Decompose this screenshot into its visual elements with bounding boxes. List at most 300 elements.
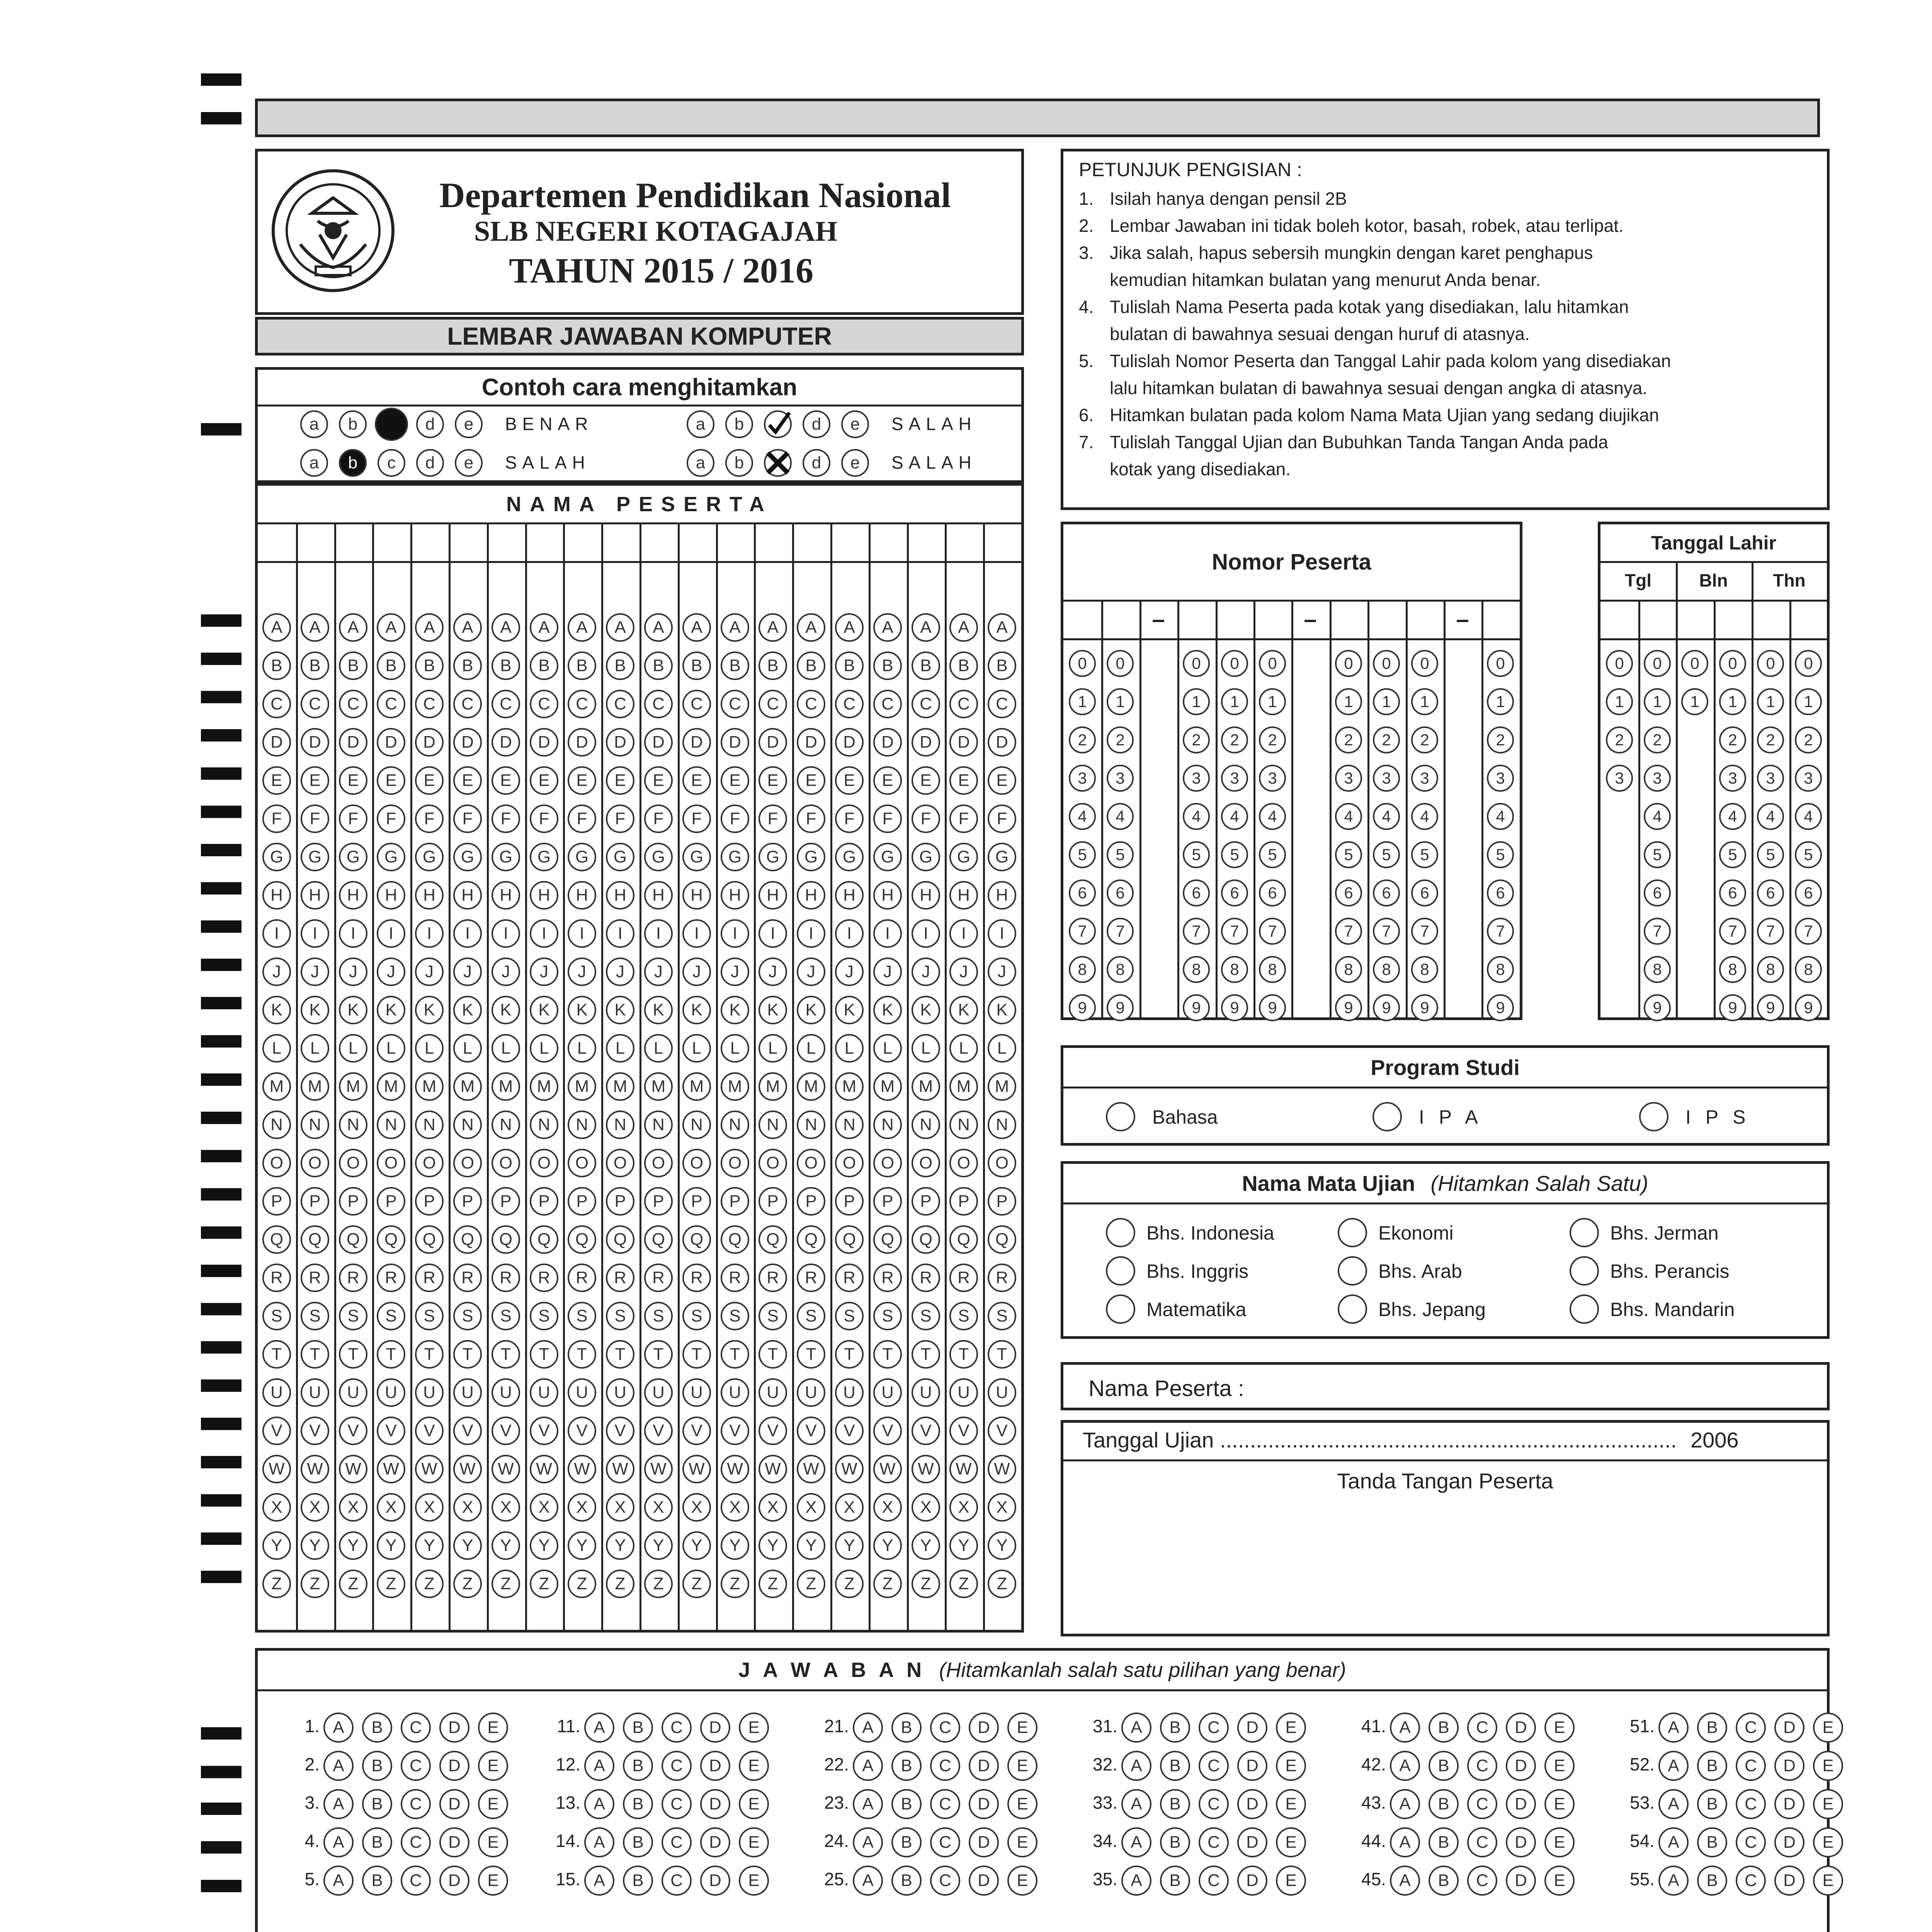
name-bubble-u[interactable]: U: [530, 1378, 558, 1407]
number-bubble-9[interactable]: 9: [1183, 994, 1210, 1021]
name-bubble-v[interactable]: V: [988, 1417, 1016, 1445]
name-bubble-n[interactable]: N: [377, 1111, 405, 1139]
name-bubble-r[interactable]: R: [415, 1264, 444, 1292]
name-bubble-n[interactable]: N: [797, 1111, 825, 1139]
name-bubble-m[interactable]: M: [835, 1072, 864, 1101]
name-bubble-b[interactable]: B: [453, 651, 482, 680]
name-bubble-s[interactable]: S: [377, 1302, 405, 1330]
answer-bubble-d[interactable]: D: [969, 1789, 999, 1819]
name-bubble-l[interactable]: L: [949, 1034, 978, 1063]
name-bubble-g[interactable]: G: [682, 843, 711, 871]
name-bubble-h[interactable]: H: [568, 881, 596, 910]
name-bubble-h[interactable]: H: [339, 881, 367, 910]
subject-radio[interactable]: [1106, 1294, 1135, 1324]
name-bubble-k[interactable]: K: [530, 996, 558, 1024]
name-bubble-n[interactable]: N: [912, 1111, 940, 1139]
answer-bubble-c[interactable]: C: [930, 1713, 960, 1743]
name-bubble-i[interactable]: I: [492, 919, 520, 948]
name-bubble-f[interactable]: F: [377, 804, 405, 833]
name-bubble-f[interactable]: F: [873, 804, 902, 833]
name-bubble-w[interactable]: W: [912, 1455, 940, 1483]
name-bubble-m[interactable]: M: [949, 1072, 978, 1101]
number-bubble-4[interactable]: 4: [1373, 803, 1400, 830]
name-bubble-k[interactable]: K: [835, 996, 864, 1024]
number-bubble-3[interactable]: 3: [1069, 765, 1096, 792]
number-bubble-0[interactable]: 0: [1373, 650, 1400, 677]
name-bubble-t[interactable]: T: [912, 1340, 940, 1369]
name-bubble-v[interactable]: V: [912, 1417, 940, 1445]
name-bubble-m[interactable]: M: [262, 1072, 291, 1101]
number-digit-box[interactable]: [1367, 602, 1405, 636]
name-bubble-c[interactable]: C: [415, 690, 444, 718]
answer-bubble-b[interactable]: B: [891, 1827, 922, 1857]
answer-bubble-a[interactable]: A: [1658, 1789, 1689, 1819]
name-bubble-p[interactable]: P: [797, 1187, 825, 1216]
name-bubble-z[interactable]: Z: [797, 1570, 825, 1598]
name-bubble-g[interactable]: G: [912, 843, 940, 871]
name-bubble-i[interactable]: I: [262, 919, 291, 948]
name-bubble-p[interactable]: P: [262, 1187, 291, 1216]
name-bubble-i[interactable]: I: [377, 919, 405, 948]
birth-bubble-1[interactable]: 1: [1606, 688, 1633, 715]
answer-bubble-c[interactable]: C: [1736, 1827, 1766, 1857]
answer-bubble-a[interactable]: A: [1658, 1751, 1689, 1781]
answer-bubble-b[interactable]: B: [1697, 1866, 1727, 1896]
birth-bubble-4[interactable]: 4: [1719, 803, 1746, 830]
number-bubble-1[interactable]: 1: [1411, 688, 1438, 715]
name-bubble-l[interactable]: L: [377, 1034, 405, 1063]
birth-bubble-8[interactable]: 8: [1719, 956, 1746, 983]
name-bubble-z[interactable]: Z: [415, 1570, 444, 1598]
name-bubble-c[interactable]: C: [949, 690, 978, 718]
name-bubble-u[interactable]: U: [301, 1378, 329, 1407]
answer-bubble-d[interactable]: D: [1506, 1827, 1536, 1857]
birth-bubble-2[interactable]: 2: [1757, 726, 1784, 753]
name-letter-box[interactable]: [869, 524, 907, 561]
answer-bubble-c[interactable]: C: [1199, 1866, 1229, 1896]
name-bubble-k[interactable]: K: [453, 996, 482, 1024]
name-bubble-k[interactable]: K: [339, 996, 367, 1024]
name-bubble-m[interactable]: M: [415, 1072, 444, 1101]
name-bubble-z[interactable]: Z: [682, 1570, 711, 1598]
name-bubble-u[interactable]: U: [415, 1378, 444, 1407]
number-bubble-5[interactable]: 5: [1221, 841, 1248, 868]
number-bubble-2[interactable]: 2: [1373, 726, 1400, 753]
answer-bubble-e[interactable]: E: [1813, 1751, 1843, 1781]
name-bubble-g[interactable]: G: [835, 843, 864, 871]
name-bubble-v[interactable]: V: [873, 1417, 902, 1445]
name-bubble-y[interactable]: Y: [912, 1531, 940, 1560]
name-bubble-y[interactable]: Y: [453, 1531, 482, 1560]
number-bubble-6[interactable]: 6: [1107, 879, 1134, 906]
name-bubble-x[interactable]: X: [415, 1493, 444, 1522]
name-bubble-b[interactable]: B: [415, 651, 444, 680]
name-bubble-n[interactable]: N: [301, 1111, 329, 1139]
name-bubble-g[interactable]: G: [339, 843, 367, 871]
name-bubble-o[interactable]: O: [492, 1149, 520, 1177]
name-bubble-t[interactable]: T: [721, 1340, 749, 1369]
name-bubble-d[interactable]: D: [644, 728, 673, 757]
name-bubble-k[interactable]: K: [682, 996, 711, 1024]
name-bubble-e[interactable]: E: [873, 766, 902, 795]
name-bubble-u[interactable]: U: [492, 1378, 520, 1407]
name-bubble-z[interactable]: Z: [492, 1570, 520, 1598]
name-bubble-e[interactable]: E: [606, 766, 634, 795]
answer-bubble-c[interactable]: C: [930, 1751, 960, 1781]
answer-bubble-e[interactable]: E: [1007, 1866, 1037, 1896]
name-bubble-l[interactable]: L: [568, 1034, 596, 1063]
name-bubble-b[interactable]: B: [988, 651, 1016, 680]
name-bubble-b[interactable]: B: [606, 651, 634, 680]
name-bubble-v[interactable]: V: [797, 1417, 825, 1445]
answer-bubble-b[interactable]: B: [891, 1866, 922, 1896]
number-bubble-7[interactable]: 7: [1373, 918, 1400, 945]
answer-bubble-b[interactable]: B: [1160, 1789, 1190, 1819]
number-bubble-8[interactable]: 8: [1107, 956, 1134, 983]
program-radio[interactable]: [1372, 1102, 1402, 1131]
number-bubble-9[interactable]: 9: [1221, 994, 1248, 1021]
name-bubble-g[interactable]: G: [721, 843, 749, 871]
name-bubble-j[interactable]: J: [721, 957, 749, 986]
name-bubble-z[interactable]: Z: [301, 1570, 329, 1598]
name-bubble-c[interactable]: C: [644, 690, 673, 718]
name-bubble-k[interactable]: K: [568, 996, 596, 1024]
number-bubble-2[interactable]: 2: [1259, 726, 1286, 753]
name-bubble-k[interactable]: K: [415, 996, 444, 1024]
name-bubble-r[interactable]: R: [797, 1264, 825, 1292]
name-bubble-z[interactable]: Z: [644, 1570, 673, 1598]
name-bubble-o[interactable]: O: [301, 1149, 329, 1177]
number-bubble-4[interactable]: 4: [1487, 803, 1514, 830]
name-bubble-d[interactable]: D: [568, 728, 596, 757]
answer-bubble-d[interactable]: D: [1237, 1751, 1267, 1781]
name-bubble-a[interactable]: A: [377, 613, 405, 642]
name-bubble-f[interactable]: F: [339, 804, 367, 833]
name-bubble-w[interactable]: W: [606, 1455, 634, 1483]
name-bubble-u[interactable]: U: [377, 1378, 405, 1407]
name-bubble-d[interactable]: D: [759, 728, 787, 757]
name-bubble-w[interactable]: W: [835, 1455, 864, 1483]
name-bubble-o[interactable]: O: [262, 1149, 291, 1177]
name-bubble-p[interactable]: P: [339, 1187, 367, 1216]
birth-bubble-8[interactable]: 8: [1795, 956, 1822, 983]
answer-bubble-a[interactable]: A: [584, 1751, 614, 1781]
name-letter-box[interactable]: [601, 524, 639, 561]
answer-bubble-b[interactable]: B: [1697, 1751, 1727, 1781]
name-bubble-l[interactable]: L: [759, 1034, 787, 1063]
name-bubble-y[interactable]: Y: [415, 1531, 444, 1560]
answer-bubble-c[interactable]: C: [930, 1866, 960, 1896]
name-bubble-u[interactable]: U: [988, 1378, 1016, 1407]
name-bubble-h[interactable]: H: [912, 881, 940, 910]
name-bubble-t[interactable]: T: [530, 1340, 558, 1369]
name-bubble-k[interactable]: K: [949, 996, 978, 1024]
name-bubble-x[interactable]: X: [644, 1493, 673, 1522]
name-bubble-x[interactable]: X: [949, 1493, 978, 1522]
answer-bubble-a[interactable]: A: [323, 1751, 354, 1781]
name-bubble-p[interactable]: P: [949, 1187, 978, 1216]
number-bubble-2[interactable]: 2: [1107, 726, 1134, 753]
name-bubble-n[interactable]: N: [988, 1111, 1016, 1139]
name-bubble-h[interactable]: H: [301, 881, 329, 910]
name-bubble-c[interactable]: C: [301, 690, 329, 718]
name-bubble-u[interactable]: U: [949, 1378, 978, 1407]
subject-radio[interactable]: [1338, 1256, 1367, 1286]
name-bubble-e[interactable]: E: [415, 766, 444, 795]
name-bubble-b[interactable]: B: [644, 651, 673, 680]
name-bubble-p[interactable]: P: [988, 1187, 1016, 1216]
name-bubble-n[interactable]: N: [835, 1111, 864, 1139]
number-bubble-2[interactable]: 2: [1221, 726, 1248, 753]
name-bubble-q[interactable]: Q: [835, 1225, 864, 1254]
answer-bubble-a[interactable]: A: [1390, 1789, 1420, 1819]
answer-bubble-a[interactable]: A: [853, 1789, 883, 1819]
subject-radio[interactable]: [1338, 1218, 1367, 1247]
name-bubble-u[interactable]: U: [568, 1378, 596, 1407]
subject-radio[interactable]: [1106, 1256, 1135, 1286]
name-bubble-r[interactable]: R: [912, 1264, 940, 1292]
number-bubble-0[interactable]: 0: [1069, 650, 1096, 677]
name-bubble-v[interactable]: V: [835, 1417, 864, 1445]
name-bubble-y[interactable]: Y: [568, 1531, 596, 1560]
name-bubble-d[interactable]: D: [797, 728, 825, 757]
name-bubble-g[interactable]: G: [301, 843, 329, 871]
answer-bubble-c[interactable]: C: [1736, 1713, 1766, 1743]
answer-bubble-e[interactable]: E: [1813, 1789, 1843, 1819]
name-bubble-t[interactable]: T: [492, 1340, 520, 1369]
number-bubble-8[interactable]: 8: [1487, 956, 1514, 983]
answer-bubble-a[interactable]: A: [1121, 1866, 1151, 1896]
birth-bubble-6[interactable]: 6: [1795, 879, 1822, 906]
name-bubble-r[interactable]: R: [492, 1264, 520, 1292]
birth-bubble-9[interactable]: 9: [1795, 994, 1822, 1021]
name-bubble-y[interactable]: Y: [339, 1531, 367, 1560]
answer-bubble-b[interactable]: B: [362, 1751, 392, 1781]
name-bubble-o[interactable]: O: [988, 1149, 1016, 1177]
answer-bubble-e[interactable]: E: [478, 1751, 508, 1781]
name-bubble-w[interactable]: W: [797, 1455, 825, 1483]
answer-bubble-c[interactable]: C: [1199, 1751, 1229, 1781]
name-bubble-d[interactable]: D: [492, 728, 520, 757]
name-bubble-j[interactable]: J: [606, 957, 634, 986]
name-bubble-x[interactable]: X: [873, 1493, 902, 1522]
number-bubble-2[interactable]: 2: [1183, 726, 1210, 753]
name-bubble-o[interactable]: O: [644, 1149, 673, 1177]
name-bubble-a[interactable]: A: [606, 613, 634, 642]
name-bubble-x[interactable]: X: [835, 1493, 864, 1522]
name-bubble-j[interactable]: J: [262, 957, 291, 986]
answer-bubble-c[interactable]: C: [1199, 1789, 1229, 1819]
name-bubble-m[interactable]: M: [568, 1072, 596, 1101]
name-bubble-u[interactable]: U: [873, 1378, 902, 1407]
name-bubble-i[interactable]: I: [415, 919, 444, 948]
name-bubble-i[interactable]: I: [301, 919, 329, 948]
name-bubble-t[interactable]: T: [759, 1340, 787, 1369]
name-bubble-w[interactable]: W: [988, 1455, 1016, 1483]
name-bubble-t[interactable]: T: [415, 1340, 444, 1369]
name-bubble-o[interactable]: O: [530, 1149, 558, 1177]
answer-bubble-c[interactable]: C: [1199, 1827, 1229, 1857]
answer-bubble-a[interactable]: A: [1121, 1827, 1151, 1857]
number-bubble-7[interactable]: 7: [1411, 918, 1438, 945]
answer-bubble-a[interactable]: A: [1121, 1789, 1151, 1819]
birth-bubble-9[interactable]: 9: [1644, 994, 1671, 1021]
subject-radio[interactable]: [1106, 1218, 1135, 1247]
birth-bubble-3[interactable]: 3: [1606, 765, 1633, 792]
birth-digit-box[interactable]: [1676, 602, 1714, 636]
name-bubble-q[interactable]: Q: [721, 1225, 749, 1254]
name-bubble-i[interactable]: I: [682, 919, 711, 948]
answer-bubble-d[interactable]: D: [439, 1866, 469, 1896]
name-bubble-e[interactable]: E: [644, 766, 673, 795]
name-bubble-o[interactable]: O: [339, 1149, 367, 1177]
name-bubble-a[interactable]: A: [453, 613, 482, 642]
name-bubble-j[interactable]: J: [377, 957, 405, 986]
name-bubble-k[interactable]: K: [797, 996, 825, 1024]
answer-bubble-c[interactable]: C: [1736, 1866, 1766, 1896]
name-bubble-q[interactable]: Q: [415, 1225, 444, 1254]
name-bubble-t[interactable]: T: [262, 1340, 291, 1369]
name-bubble-q[interactable]: Q: [682, 1225, 711, 1254]
name-bubble-x[interactable]: X: [262, 1493, 291, 1522]
subject-radio[interactable]: [1338, 1294, 1367, 1324]
name-bubble-f[interactable]: F: [912, 804, 940, 833]
name-bubble-s[interactable]: S: [453, 1302, 482, 1330]
name-bubble-w[interactable]: W: [568, 1455, 596, 1483]
name-bubble-c[interactable]: C: [759, 690, 787, 718]
name-bubble-r[interactable]: R: [568, 1264, 596, 1292]
answer-bubble-e[interactable]: E: [1276, 1827, 1306, 1857]
name-bubble-q[interactable]: Q: [339, 1225, 367, 1254]
birth-bubble-6[interactable]: 6: [1719, 879, 1746, 906]
name-bubble-g[interactable]: G: [530, 843, 558, 871]
answer-bubble-d[interactable]: D: [439, 1789, 469, 1819]
answer-bubble-d[interactable]: D: [1774, 1866, 1804, 1896]
name-bubble-s[interactable]: S: [721, 1302, 749, 1330]
number-bubble-8[interactable]: 8: [1259, 956, 1286, 983]
answer-bubble-b[interactable]: B: [1160, 1827, 1190, 1857]
name-bubble-j[interactable]: J: [492, 957, 520, 986]
name-bubble-k[interactable]: K: [912, 996, 940, 1024]
name-bubble-c[interactable]: C: [912, 690, 940, 718]
number-bubble-9[interactable]: 9: [1411, 994, 1438, 1021]
name-letter-box[interactable]: [983, 524, 1021, 561]
name-bubble-q[interactable]: Q: [873, 1225, 902, 1254]
number-bubble-8[interactable]: 8: [1411, 956, 1438, 983]
name-letter-box[interactable]: [525, 524, 563, 561]
birth-bubble-9[interactable]: 9: [1757, 994, 1784, 1021]
number-bubble-3[interactable]: 3: [1411, 765, 1438, 792]
birth-bubble-5[interactable]: 5: [1795, 841, 1822, 868]
name-bubble-c[interactable]: C: [568, 690, 596, 718]
name-bubble-k[interactable]: K: [759, 996, 787, 1024]
name-bubble-o[interactable]: O: [682, 1149, 711, 1177]
name-letter-box[interactable]: [639, 524, 678, 561]
name-letter-box[interactable]: [449, 524, 487, 561]
answer-bubble-d[interactable]: D: [700, 1827, 730, 1857]
name-bubble-s[interactable]: S: [759, 1302, 787, 1330]
subject-radio[interactable]: [1570, 1218, 1599, 1247]
birth-bubble-2[interactable]: 2: [1719, 726, 1746, 753]
name-bubble-i[interactable]: I: [606, 919, 634, 948]
answer-bubble-c[interactable]: C: [1736, 1789, 1766, 1819]
name-bubble-l[interactable]: L: [453, 1034, 482, 1063]
number-bubble-6[interactable]: 6: [1069, 879, 1096, 906]
name-bubble-m[interactable]: M: [606, 1072, 634, 1101]
birth-bubble-7[interactable]: 7: [1644, 918, 1671, 945]
name-bubble-s[interactable]: S: [912, 1302, 940, 1330]
answer-bubble-e[interactable]: E: [1813, 1713, 1843, 1743]
number-bubble-9[interactable]: 9: [1259, 994, 1286, 1021]
subject-radio[interactable]: [1570, 1294, 1599, 1324]
answer-bubble-a[interactable]: A: [323, 1827, 354, 1857]
name-bubble-z[interactable]: Z: [873, 1570, 902, 1598]
number-bubble-2[interactable]: 2: [1335, 726, 1362, 753]
name-bubble-q[interactable]: Q: [301, 1225, 329, 1254]
birth-bubble-1[interactable]: 1: [1644, 688, 1671, 715]
name-bubble-a[interactable]: A: [912, 613, 940, 642]
answer-bubble-b[interactable]: B: [1429, 1866, 1459, 1896]
name-bubble-o[interactable]: O: [759, 1149, 787, 1177]
name-bubble-p[interactable]: P: [682, 1187, 711, 1216]
name-bubble-i[interactable]: I: [797, 919, 825, 948]
name-bubble-k[interactable]: K: [301, 996, 329, 1024]
answer-bubble-e[interactable]: E: [478, 1789, 508, 1819]
name-bubble-n[interactable]: N: [530, 1111, 558, 1139]
name-bubble-w[interactable]: W: [377, 1455, 405, 1483]
number-digit-box[interactable]: [1330, 602, 1367, 636]
name-bubble-c[interactable]: C: [492, 690, 520, 718]
name-bubble-g[interactable]: G: [988, 843, 1016, 871]
answer-bubble-e[interactable]: E: [739, 1866, 769, 1896]
name-bubble-m[interactable]: M: [721, 1072, 749, 1101]
answer-bubble-d[interactable]: D: [1506, 1713, 1536, 1743]
name-bubble-h[interactable]: H: [377, 881, 405, 910]
answer-bubble-e[interactable]: E: [1544, 1751, 1575, 1781]
answer-bubble-e[interactable]: E: [1544, 1713, 1575, 1743]
name-bubble-n[interactable]: N: [453, 1111, 482, 1139]
number-bubble-5[interactable]: 5: [1487, 841, 1514, 868]
name-bubble-n[interactable]: N: [759, 1111, 787, 1139]
name-bubble-a[interactable]: A: [721, 613, 749, 642]
answer-bubble-c[interactable]: C: [401, 1789, 431, 1819]
name-bubble-l[interactable]: L: [797, 1034, 825, 1063]
name-bubble-s[interactable]: S: [301, 1302, 329, 1330]
name-bubble-e[interactable]: E: [682, 766, 711, 795]
name-bubble-m[interactable]: M: [492, 1072, 520, 1101]
name-bubble-r[interactable]: R: [644, 1264, 673, 1292]
name-bubble-y[interactable]: Y: [835, 1531, 864, 1560]
number-bubble-8[interactable]: 8: [1183, 956, 1210, 983]
name-bubble-w[interactable]: W: [415, 1455, 444, 1483]
name-bubble-s[interactable]: S: [644, 1302, 673, 1330]
name-bubble-x[interactable]: X: [759, 1493, 787, 1522]
answer-bubble-d[interactable]: D: [969, 1866, 999, 1896]
name-bubble-j[interactable]: J: [759, 957, 787, 986]
name-bubble-z[interactable]: Z: [759, 1570, 787, 1598]
name-bubble-a[interactable]: A: [682, 613, 711, 642]
number-bubble-5[interactable]: 5: [1107, 841, 1134, 868]
number-bubble-8[interactable]: 8: [1221, 956, 1248, 983]
name-bubble-w[interactable]: W: [682, 1455, 711, 1483]
name-bubble-e[interactable]: E: [988, 766, 1016, 795]
number-bubble-5[interactable]: 5: [1411, 841, 1438, 868]
birth-digit-box[interactable]: [1752, 602, 1789, 636]
name-bubble-v[interactable]: V: [759, 1417, 787, 1445]
answer-bubble-e[interactable]: E: [1544, 1866, 1575, 1896]
birth-bubble-3[interactable]: 3: [1757, 765, 1784, 792]
name-bubble-m[interactable]: M: [530, 1072, 558, 1101]
